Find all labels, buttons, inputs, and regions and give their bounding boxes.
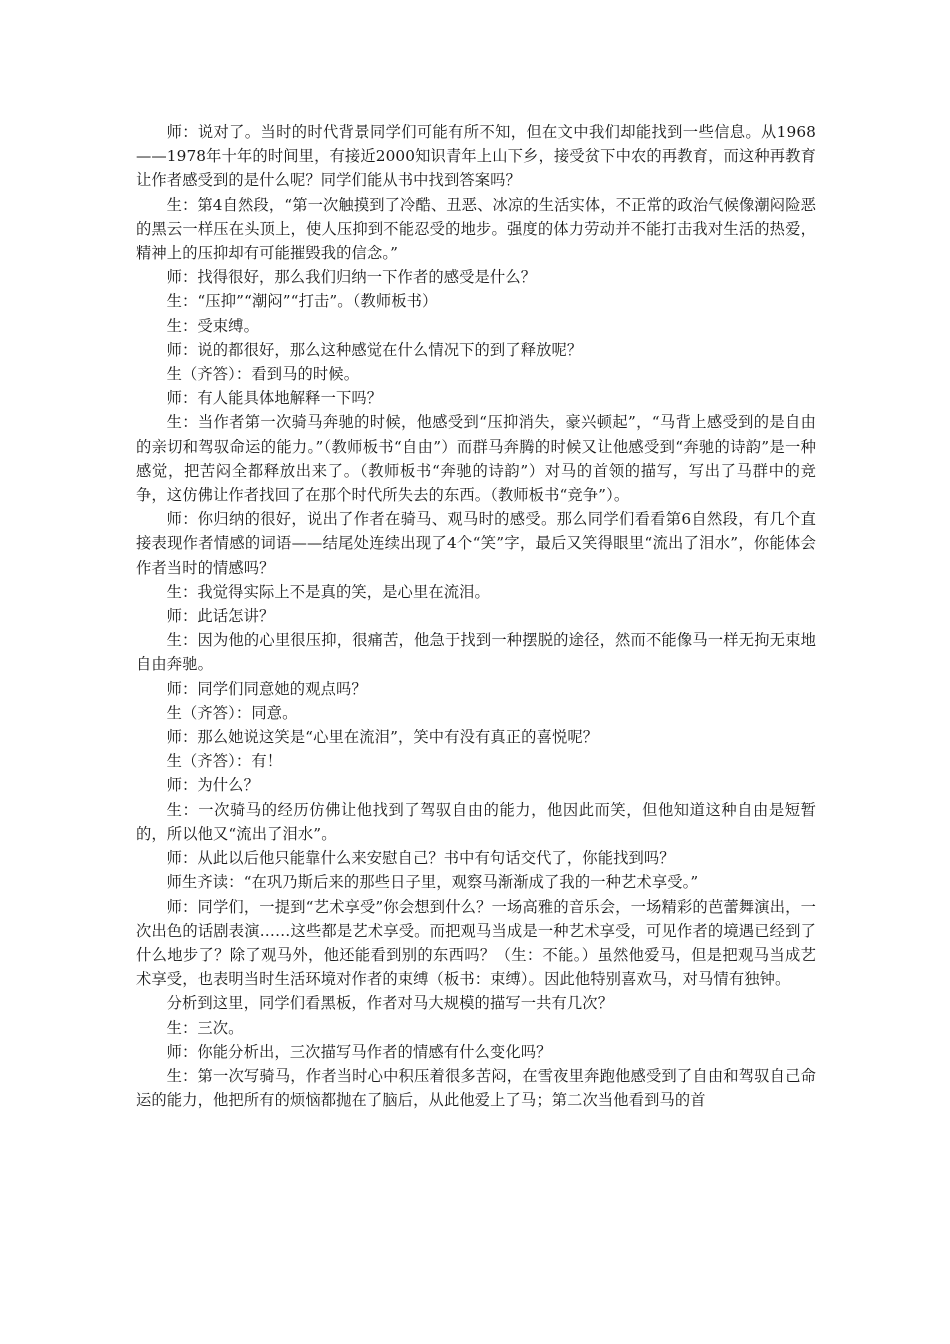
paragraph: 师：为什么？ [166,776,259,795]
document-body [136,120,816,1112]
paragraph: 师：从此以后他只能靠什么来安慰自己？书中有句话交代了，你能找到吗？ [166,849,675,868]
paragraph: 生（齐答）：有！ [166,752,283,771]
paragraph: 生（齐答）：同意。 [166,703,298,722]
paragraph: 分析到这里，同学们看黑板，作者对马大规模的描写一共有几次？ [166,994,614,1013]
paragraph: 师：你归纳的很好，说出了作者在骑马、观马时的感受。那么同学们看看第6自然段，有几个直接表现作者情感的词语——结尾处连续出现了4个“笑”字，最后又笑得眼里“流出了泪水”，你能体会作者当时的情感吗？ [136,510,816,577]
paragraph: 生（齐答）：看到马的时候。 [166,365,360,384]
paragraph: 师：找得很好，那么我们归纳一下作者的感受是什么？ [166,268,537,287]
paragraph: 生：“压抑”“潮闷”“打击”。（教师板书） [166,292,438,311]
paragraph: 师：同学们同意她的观点吗？ [166,679,367,698]
paragraph: 师生齐读：“在巩乃斯后来的那些日子里，观察马渐渐成了我的一种艺术享受。” [166,873,699,892]
paragraph: 师：同学们，一提到“艺术享受”你会想到什么？一场高雅的音乐会，一场精彩的芭蕾舞演出，一次出色的话剧表演……这些都是艺术享受。而把观马当成是一种艺术享受，可见作者的境遇已经到了什么地步了？除了观马外，他还能看到别的东西吗？（生：不能。）虽然他爱马，但是把观马当成艺术享受，也表明当时生活环境对作者的束缚（板书：束缚）。因此他特别喜欢马，对马情有独钟。 [136,897,816,989]
paragraph: 师：说的都很好，那么这种感觉在什么情况下的到了释放呢？ [166,340,583,359]
paragraph: 师：你能分析出，三次描写马作者的情感有什么变化吗？ [166,1042,552,1061]
paragraph: 生：受束缚。 [166,316,259,335]
paragraph: 生：我觉得实际上不是真的笑，是心里在流泪。 [166,582,490,601]
paragraph: 生：因为他的心里很压抑，很痛苦，他急于找到一种摆脱的途径，然而不能像马一样无拘无束地自由奔驰。 [136,631,816,674]
paragraph: 生：一次骑马的经历仿佛让他找到了驾驭自由的能力，他因此而笑，但他知道这种自由是短暂的，所以他又“流出了泪水”。 [136,800,816,843]
paragraph: 生：当作者第一次骑马奔驰的时候，他感受到“压抑消失，豪兴顿起”，“马背上感受到的是自由的亲切和驾驭命运的能力。”（教师板书“自由”）而群马奔腾的时候又让他感受到“奔驰的诗韵”是一种感觉，把苦闷全都释放出来了。（教师板书“奔驰的诗韵”）对马的首领的描写，写出了马群中的竞争，这仿佛让作者找回了在那个时代所失去的东西。（教师板书“竞争”）。 [136,413,816,505]
paragraph: 师：有人能具体地解释一下吗？ [166,389,383,408]
paragraph: 生：第4自然段，“第一次触摸到了冷酷、丑恶、冰凉的生活实体，不正常的政治气候像潮闷险恶的黑云一样压在头顶上，使人压抑到不能忍受的地步。强度的体力劳动并不能打击我对生活的热爱，精神上的压抑却有可能摧毁我的信念。” [136,195,816,263]
paragraph: 生：三次。 [166,1018,244,1037]
paragraph: 生：第一次写骑马，作者当时心中积压着很多苦闷，在雪夜里奔跑他感受到了自由和驾驭自己命运的能力，他把所有的烦恼都抛在了脑后，从此他爱上了马；第二次当他看到马的首 [136,1066,816,1110]
paragraph: 师：此话怎讲？ [166,607,275,626]
paragraph: 师：说对了。当时的时代背景同学们可能有所不知，但在文中我们却能找到一些信息。从1968——1978年十年的时间里，有接近2000知识青年上山下乡，接受贫下中农的再教育，而这种再教育让作者感受到的是什么呢？同学们能从书中找到答案吗？ [136,123,816,190]
paragraph: 师：那么她说这笑是“心里在流泪”，笑中有没有真正的喜悦呢？ [166,728,599,747]
